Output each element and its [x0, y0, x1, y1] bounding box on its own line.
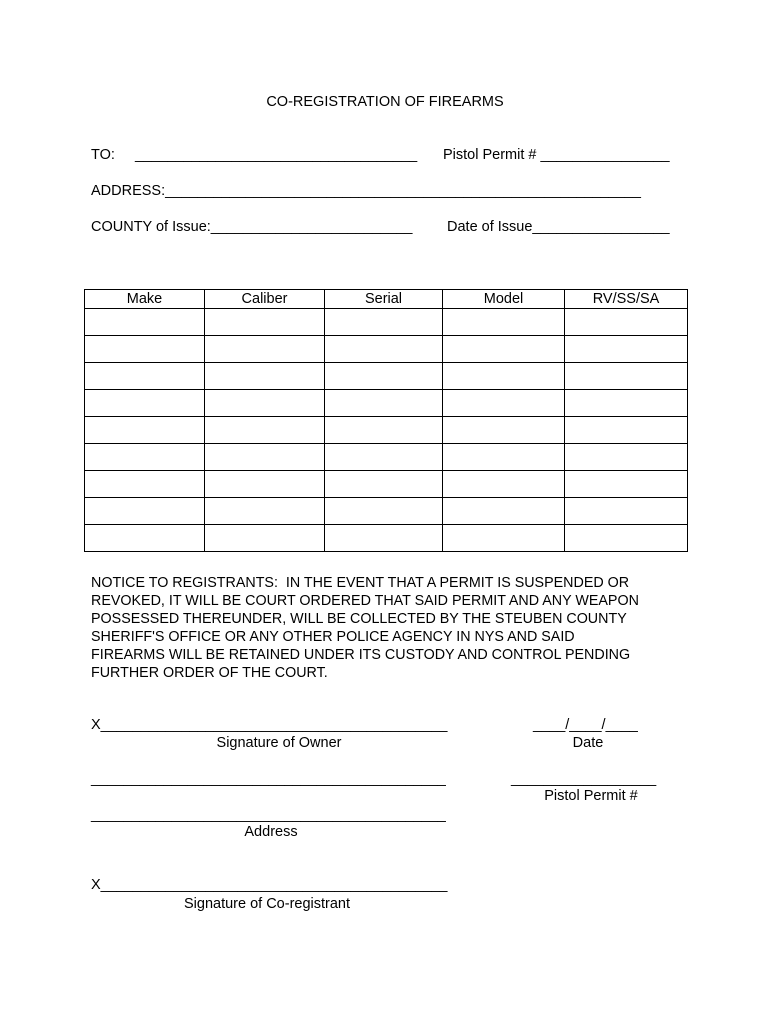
table-cell[interactable] — [85, 444, 205, 471]
page-title: CO-REGISTRATION OF FIREARMS — [266, 94, 504, 110]
table-cell[interactable] — [325, 417, 443, 444]
table-cell[interactable] — [325, 363, 443, 390]
notice-to-registrants — [91, 574, 691, 682]
table-cell[interactable] — [565, 471, 688, 498]
table-cell[interactable] — [325, 498, 443, 525]
to-label: TO: — [91, 147, 115, 163]
table-cell[interactable] — [325, 309, 443, 336]
owner-signature-caption: Signature of Owner — [216, 735, 342, 751]
date-of-issue-field[interactable]: Date of Issue_________________ — [447, 219, 670, 235]
table-cell[interactable] — [565, 390, 688, 417]
table-row — [85, 390, 688, 417]
table-cell[interactable] — [565, 498, 688, 525]
coregistrant-signature-line[interactable]: X___________________________________________ — [91, 877, 448, 893]
pistol-permit-field[interactable]: Pistol Permit # ________________ — [443, 147, 670, 163]
table-cell[interactable] — [325, 471, 443, 498]
table-cell[interactable] — [565, 444, 688, 471]
table-row — [85, 417, 688, 444]
table-cell[interactable] — [85, 417, 205, 444]
address-field[interactable]: ADDRESS:___________________________________________________________ — [91, 183, 641, 199]
date-line[interactable]: ____/____/____ — [533, 717, 638, 733]
column-header-make: Make — [85, 290, 205, 309]
table-cell[interactable] — [325, 444, 443, 471]
table-cell[interactable] — [85, 525, 205, 552]
to-field[interactable]: ___________________________________ — [135, 147, 418, 163]
blank-line[interactable]: ____________________________________________ — [91, 771, 446, 787]
column-header-rv-ss-sa: RV/SS/SA — [565, 290, 688, 309]
table-row — [85, 471, 688, 498]
table-cell[interactable] — [325, 390, 443, 417]
table-header-row — [85, 290, 688, 309]
column-header-model: Model — [443, 290, 565, 309]
table-cell[interactable] — [565, 525, 688, 552]
table-body — [85, 309, 688, 552]
table-cell[interactable] — [85, 498, 205, 525]
table-cell[interactable] — [85, 390, 205, 417]
table-cell[interactable] — [205, 444, 325, 471]
table-cell[interactable] — [205, 498, 325, 525]
table-cell[interactable] — [205, 336, 325, 363]
notice-line: POSSESSED THEREUNDER, WILL BE COLLECTED BY THE STEUBEN COUNTY — [91, 611, 627, 627]
column-header-caliber: Caliber — [205, 290, 325, 309]
column-header-serial: Serial — [325, 290, 443, 309]
table-cell[interactable] — [85, 336, 205, 363]
address-caption: Address — [244, 824, 298, 840]
table-cell[interactable] — [443, 471, 565, 498]
notice-line: SHERIFF'S OFFICE OR ANY OTHER POLICE AGENCY IN NYS AND SAID — [91, 629, 575, 645]
table-cell[interactable] — [443, 336, 565, 363]
owner-signature-line[interactable]: X___________________________________________ — [91, 717, 448, 733]
pistol-permit-line[interactable]: __________________ — [511, 771, 657, 787]
table-cell[interactable] — [85, 309, 205, 336]
table-cell[interactable] — [565, 309, 688, 336]
address-signature-line[interactable]: ____________________________________________ — [91, 807, 446, 823]
table-cell[interactable] — [325, 525, 443, 552]
table-cell[interactable] — [205, 390, 325, 417]
table-row — [85, 498, 688, 525]
table-cell[interactable] — [205, 471, 325, 498]
table-row — [85, 525, 688, 552]
notice-line: NOTICE TO REGISTRANTS: IN THE EVENT THAT A PERMIT IS SUSPENDED OR — [91, 575, 630, 591]
table-cell[interactable] — [205, 309, 325, 336]
table-cell[interactable] — [443, 309, 565, 336]
notice-line: REVOKED, IT WILL BE COURT ORDERED THAT SAID PERMIT AND ANY WEAPON — [91, 593, 639, 609]
table-cell[interactable] — [205, 525, 325, 552]
table-row — [85, 336, 688, 363]
table-cell[interactable] — [205, 363, 325, 390]
table-row — [85, 363, 688, 390]
table-cell[interactable] — [85, 471, 205, 498]
pistol-permit-caption: Pistol Permit # — [544, 788, 638, 804]
table-cell[interactable] — [85, 363, 205, 390]
date-caption: Date — [572, 735, 604, 751]
notice-line: FURTHER ORDER OF THE COURT. — [91, 665, 328, 681]
table-cell[interactable] — [443, 444, 565, 471]
table-cell[interactable] — [205, 417, 325, 444]
county-of-issue-field[interactable]: COUNTY of Issue:_________________________ — [91, 219, 413, 235]
notice-line: FIREARMS WILL BE RETAINED UNDER ITS CUSTODY AND CONTROL PENDING — [91, 647, 631, 663]
firearms-table — [84, 289, 688, 552]
coregistrant-signature-caption: Signature of Co-registrant — [183, 896, 351, 912]
table-cell[interactable] — [443, 363, 565, 390]
table-cell[interactable] — [443, 390, 565, 417]
table-cell[interactable] — [443, 417, 565, 444]
table-row — [85, 309, 688, 336]
table-cell[interactable] — [565, 336, 688, 363]
table-cell[interactable] — [443, 498, 565, 525]
table-row — [85, 444, 688, 471]
table-cell[interactable] — [325, 336, 443, 363]
table-cell[interactable] — [565, 417, 688, 444]
table-cell[interactable] — [565, 363, 688, 390]
table-cell[interactable] — [443, 525, 565, 552]
